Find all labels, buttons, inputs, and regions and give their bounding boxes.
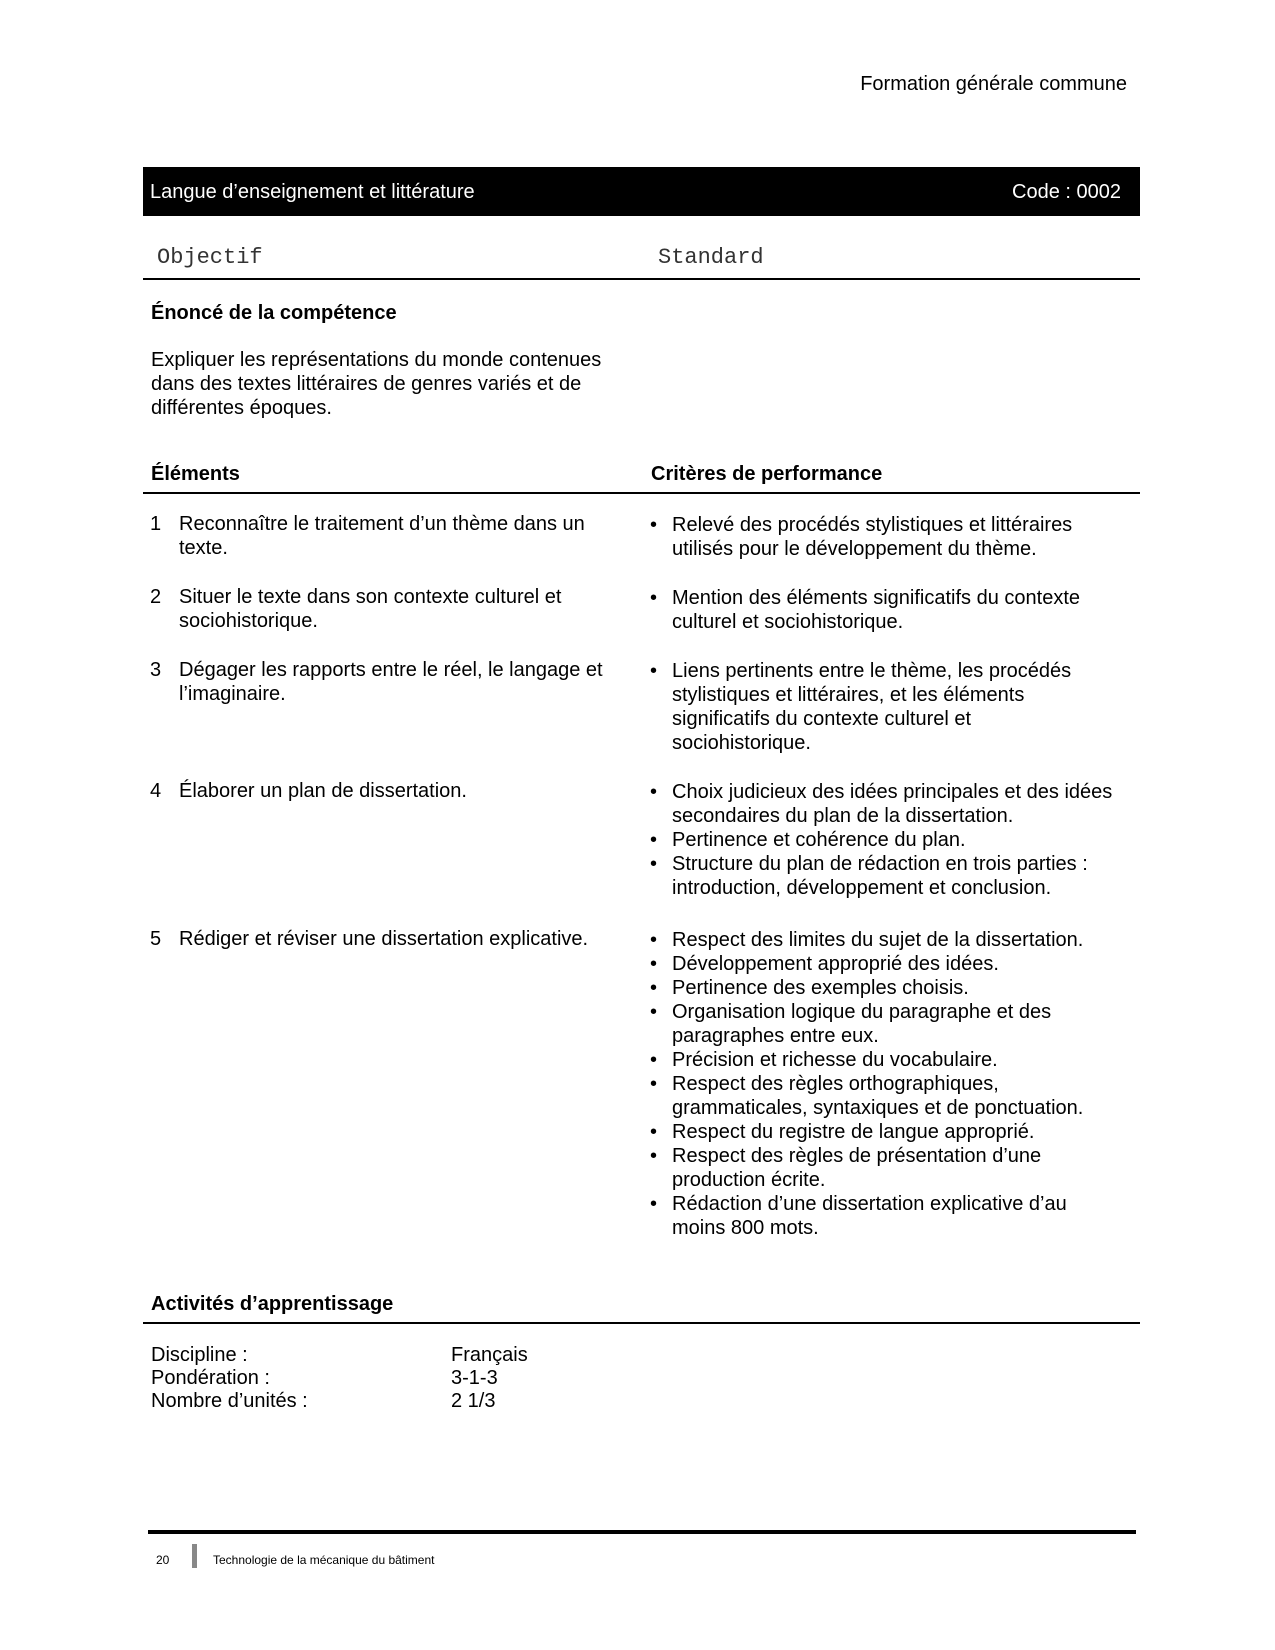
element-number: 3 bbox=[150, 659, 162, 681]
competence-heading: Énoncé de la compétence bbox=[151, 302, 397, 324]
activities-heading: Activités d’apprentissage bbox=[151, 1293, 394, 1315]
element-text: Élaborer un plan de dissertation. bbox=[179, 780, 467, 802]
criterion-item: • Pertinence des exemples choisis. bbox=[648, 976, 1118, 1000]
page-number: 20 bbox=[156, 1553, 170, 1567]
criterion-item: • Respect du registre de langue approprié. bbox=[648, 1120, 1118, 1144]
course-title-bar bbox=[143, 167, 1140, 216]
discipline-value: Français bbox=[451, 1344, 528, 1366]
objective-standard-header bbox=[143, 246, 1140, 280]
units-label: Nombre d’unités : bbox=[151, 1390, 308, 1412]
criteria-list-5 bbox=[648, 928, 1118, 1240]
discipline-label: Discipline : bbox=[151, 1344, 248, 1366]
element-row-4 bbox=[150, 779, 630, 803]
criterion-item: • Développement approprié des idées. bbox=[648, 952, 1118, 976]
criteria-heading: Critères de performance bbox=[651, 463, 883, 485]
criterion-item: • Liens pertinents entre le thème, les procédés stylistiques et littéraires, et les éléments significatifs du contexte culturel et sociohistorique. bbox=[648, 659, 1093, 755]
element-text: Reconnaître le traitement d’un thème dans un texte. bbox=[179, 513, 585, 559]
footer-separator-bar bbox=[192, 1544, 197, 1568]
criterion-item: • Rédaction d’une dissertation explicative d’au moins 800 mots. bbox=[648, 1192, 1118, 1240]
criterion-item: • Respect des limites du sujet de la dissertation. bbox=[648, 928, 1118, 952]
element-row-3 bbox=[150, 658, 630, 706]
competence-statement: Expliquer les représentations du monde contenues dans des textes littéraires de genres variés et de différentes époques. bbox=[151, 349, 602, 419]
element-row-5 bbox=[150, 927, 630, 951]
criterion-item: • Respect des règles orthographiques, grammaticales, syntaxiques et de ponctuation. bbox=[648, 1072, 1118, 1120]
criteria-list-2 bbox=[648, 586, 1148, 634]
element-number: 2 bbox=[150, 586, 162, 608]
criteria-list-3 bbox=[648, 659, 1093, 755]
criterion-item: • Mention des éléments significatifs du contexte culturel et sociohistorique. bbox=[648, 586, 1148, 634]
page-section-header: Formation générale commune bbox=[860, 73, 1127, 95]
activities-header bbox=[143, 1292, 1140, 1324]
element-text: Rédiger et réviser une dissertation explicative. bbox=[179, 928, 589, 950]
element-number: 5 bbox=[150, 928, 162, 950]
footer-divider bbox=[148, 1530, 1136, 1534]
criteria-list-1 bbox=[648, 513, 1120, 561]
element-number: 4 bbox=[150, 780, 162, 802]
ponderation-value: 3-1-3 bbox=[451, 1367, 498, 1389]
criterion-item: • Choix judicieux des idées principales et des idées secondaires du plan de la dissertation. bbox=[648, 780, 1148, 828]
criterion-item: • Organisation logique du paragraphe et des paragraphes entre eux. bbox=[648, 1000, 1118, 1048]
footer-program-title: Technologie de la mécanique du bâtiment bbox=[213, 1553, 435, 1567]
elements-heading: Éléments bbox=[151, 463, 240, 485]
criterion-item: • Relevé des procédés stylistiques et littéraires utilisés pour le développement du thème. bbox=[648, 513, 1120, 561]
objective-label: Objectif bbox=[157, 245, 263, 270]
elements-criteria-header bbox=[143, 462, 1140, 494]
element-text: Situer le texte dans son contexte culturel et sociohistorique. bbox=[179, 586, 562, 632]
ponderation-label: Pondération : bbox=[151, 1367, 270, 1389]
criteria-list-4 bbox=[648, 780, 1148, 900]
element-number: 1 bbox=[150, 513, 162, 535]
criterion-item: • Pertinence et cohérence du plan. bbox=[648, 828, 1148, 852]
criterion-item: • Structure du plan de rédaction en trois parties : introduction, développement et conclusion. bbox=[648, 852, 1148, 900]
course-code: Code : 0002 bbox=[1012, 180, 1121, 203]
element-row-1 bbox=[150, 512, 630, 560]
course-title: Langue d’enseignement et littérature bbox=[150, 180, 475, 203]
criterion-item: • Précision et richesse du vocabulaire. bbox=[648, 1048, 1118, 1072]
element-text: Dégager les rapports entre le réel, le langage et l’imaginaire. bbox=[179, 659, 603, 705]
units-value: 2 1/3 bbox=[451, 1390, 496, 1412]
element-row-2 bbox=[150, 585, 630, 633]
standard-label: Standard bbox=[658, 245, 764, 270]
criterion-item: • Respect des règles de présentation d’une production écrite. bbox=[648, 1144, 1118, 1192]
